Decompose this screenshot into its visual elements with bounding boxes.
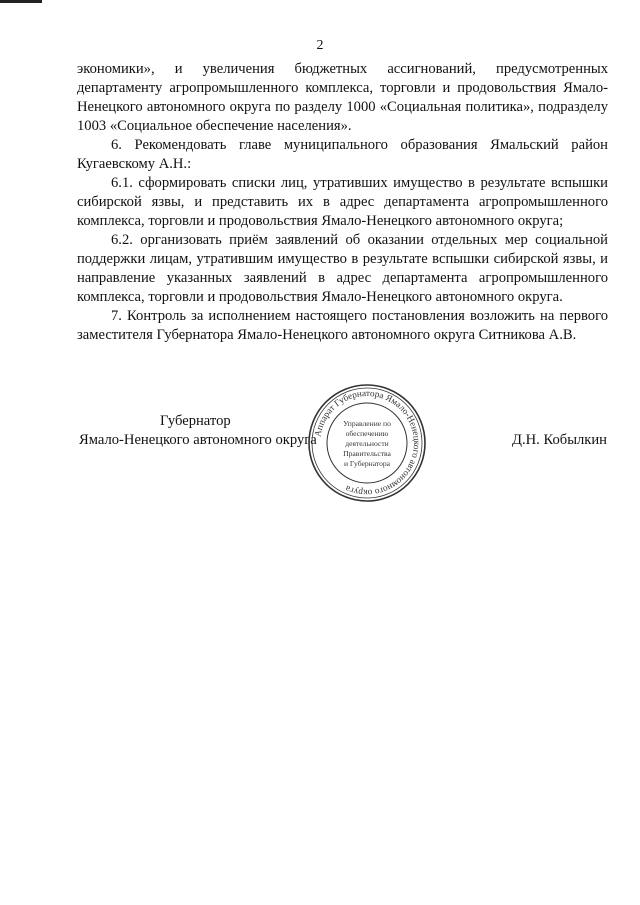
paragraph-item-6-2: 6.2. организовать приём заявлений об оказании отдельных мер социальной поддержки лицам, утратившим имущество в результате вспышки сибирской язвы, и направление указанных заявлений в адрес департамента агропромышленного комплекса, торговли и продовольствия Ямало-Ненецкого автономного округа.: [77, 232, 608, 305]
signer-title-line-2: Ямало-Ненецкого автономного округа: [79, 432, 317, 448]
signer-name: Д.Н. Кобылкин: [512, 432, 607, 448]
seal-center-line: Управление по: [343, 419, 391, 428]
seal-center-line: деятельности: [345, 439, 389, 448]
signature-block: [0, 387, 640, 530]
signer-title-line-1: Губернатор: [160, 413, 231, 429]
seal-center-line: Правительства: [343, 449, 391, 458]
seal-center-line: обеспечению: [345, 429, 389, 438]
paragraph-item-6-1: 6.1. сформировать списки лиц, утративших имущество в результате вспышки сибирской язвы, и представить их в адрес департамента агропромышленного комплекса, торговли и продовольствия Ямало-Ненецкого автономного округа;: [77, 175, 608, 229]
paragraph-item-6: 6. Рекомендовать главе муниципального образования Ямальский район Кугаевскому А.Н.:: [77, 137, 608, 172]
paragraph-continuation: экономики», и увеличения бюджетных ассигнований, предусмотренных департаменту агропромышленного комплекса, торговли и продовольствия Ямало-Ненецкого автономного округа по разделу 1000 «Социальная политика», подразделу 1003 «Социальное обеспечение населения».: [77, 61, 608, 134]
seal-center-line: и Губернатора: [343, 459, 391, 468]
scan-corner-mark: [0, 0, 42, 3]
document-body: [77, 60, 608, 345]
seal-ring-text: Аппарат Губернатора Ямало-Ненецкого автономного округа: [312, 387, 423, 499]
official-seal-stamp: [306, 382, 428, 504]
page-number: 2: [316, 38, 324, 53]
paragraph-item-7: 7. Контроль за исполнением настоящего постановления возложить на первого заместителя Губернатора Ямало-Ненецкого автономного округа Ситникова А.В.: [77, 308, 608, 343]
